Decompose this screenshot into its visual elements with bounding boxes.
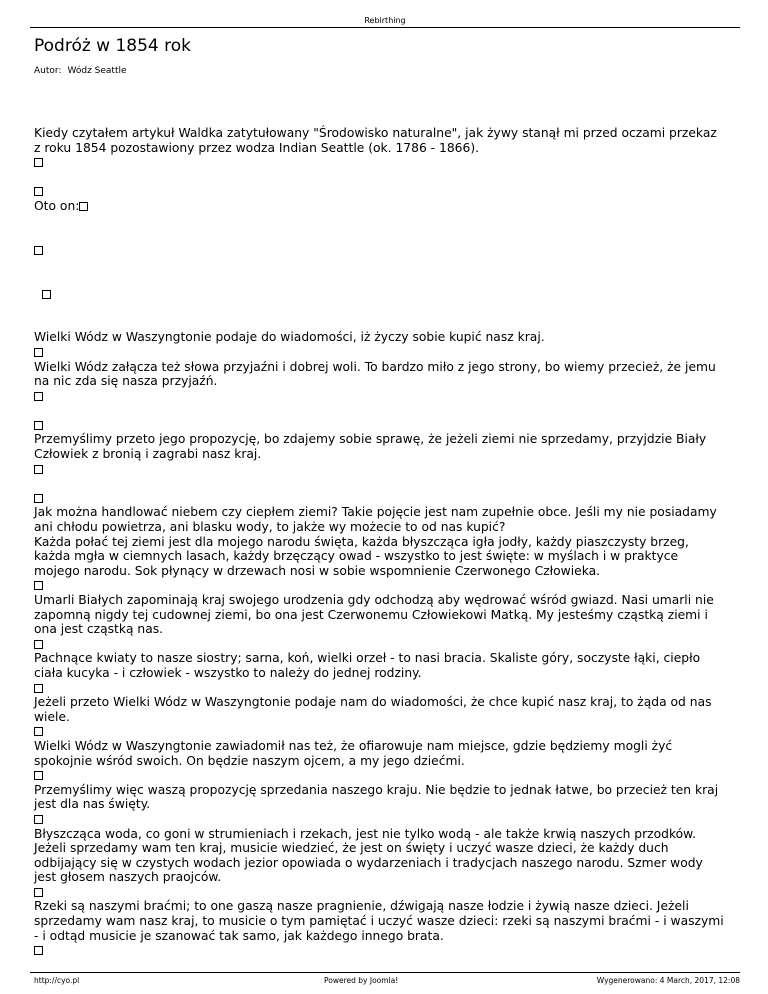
missing-glyph-box [34,771,43,780]
missing-glyph-box [34,815,43,824]
header-divider [30,27,740,28]
missing-glyph-box [34,187,43,196]
missing-glyph-box [34,392,43,401]
paragraph-9: Wielki Wódz w Waszyngtonie zawiadomił nas też, że ofiarowuje nam miejsce, gdzie będziemy mogli żyć spokojnie wśród swoich. On będzie naszym ojcem, a my jego dziećmi. [34,738,673,768]
author-line [34,66,127,77]
paragraph-7: Pachnące kwiaty to nasze siostry; sarna, koń, wielki orzeł - to nasi bracia. Skaliste góry, soczyste łąki, ciepło ciała kucyka - i człowiek - wszystko to należy do jednej rodziny. [34,651,701,680]
missing-glyph-box [34,888,43,897]
missing-glyph-box [42,290,51,299]
intro-paragraph: Kiedy czytałem artykuł Waldka zatytułowany "Środowisko naturalne", jak żywy stanął mi przed oczami przekaz z roku 1854 pozostawiony przez wodza Indian Seattle (ok. 1786 - 1866). [34,126,717,155]
paragraph-1: Wielki Wódz w Waszyngtonie podaje do wiadomości, iż życzy sobie kupić nasz kraj. [34,330,545,345]
missing-glyph-box [34,946,43,955]
missing-glyph-box [34,421,43,430]
paragraph-8: Jeżeli przeto Wielki Wódz w Waszyngtonie podaje nam do wiadomości, że chce kupić nasz kraj, to żąda od nas wiele. [34,695,712,724]
missing-glyph-box [34,158,43,167]
footer-powered-by: Powered by Joomla! [324,976,399,985]
paragraph-3: Przemyślimy przeto jego propozycję, bo zdajemy sobie sprawę, że jeżeli ziemi nie sprzedamy, przyjdzie Biały Człowiek z bronią i zagrabi nasz kraj. [34,432,707,462]
paragraph-6: Umarli Białych zapominają kraj swojego urodzenia gdy odchodzą aby wędrować wśród gwiazd. Nasi umarli nie zapomną nigdy tej cudownej ziemi, bo ona jest Czerwonemu Człowiekowi Matką. My jesteśmy cząstką ziemi i ona jest cząstką nas. [34,593,714,637]
author-label: Autor: [34,66,62,76]
missing-glyph-box [34,640,43,649]
footer-url: http://cyo.pl [34,976,80,985]
site-header: Rebirthing [364,16,406,25]
paragraph-11: Błyszcząca woda, co goni w strumieniach i rzekach, jest nie tylko wodą - ale także krwią naszych przodków. Jeżeli sprzedamy wam ten kraj, musicie wiedzieć, że jest on święty i uczyć wasze dzieci, że każdy duch odbijający się w czystych wodach jezior opowiada o wydarzeniach i tradycjach naszego narodu. Szmer wody jest głosem naszych praojców. [34,826,703,885]
author-name: Wódz Seattle [67,66,127,76]
missing-glyph-box [34,581,43,590]
missing-glyph-box [34,348,43,357]
missing-glyph-box [34,246,43,255]
paragraph-5: Każda połać tej ziemi jest dla mojego narodu święta, każda błyszcząca igła jodły, każdy piaszczysty brzeg, każda mgła w ciemnych lasach, każdy brzęczący owad - wszystko to jest święte: w myślach i w praktyce mojego narodu. Sok płynący w drzewach nosi w sobie wspomnienie Czerwonego Człowieka. [34,534,689,578]
article-title: Podróż w 1854 rok [34,36,192,56]
paragraph-4: Jak można handlować niebem czy ciepłem ziemi? Takie pojęcie jest nam zupełnie obce. Jeśli my nie posiadamy ani chłodu powietrza, ani blasku wody, to jakże wy możecie to od nas kupić? [34,505,717,535]
missing-glyph-box [34,494,43,503]
footer-generated-date: Wygenerowano: 4 March, 2017, 12:08 [596,976,740,985]
paragraph-12: Rzeki są naszymi braćmi; to one gaszą nasze pragnienie, dźwigają nasze łodzie i żywią nasze dzieci. Jeżeli sprzedamy wam nasz kraj, to musicie o tym pamiętać i uczyć wasze dzieci: rzeki są naszymi braćmi - i waszymi - i odtąd musicie je szanować tak samo, jak każdego innego brata. [34,899,724,943]
oto-on-line: Oto on: [34,199,724,214]
paragraph-10: Przemyślimy więc waszą propozycję sprzedania naszego kraju. Nie będzie to jednak łatwe, bo przecież ten kraj jest dla nas święty. [34,782,719,812]
article-body [34,126,724,958]
missing-glyph-box [34,465,43,474]
missing-glyph-box [79,202,88,211]
missing-glyph-box [34,727,43,736]
paragraph-2: Wielki Wódz załącza też słowa przyjaźni i dobrej woli. To bardzo miło z jego strony, bo wiemy przecież, że jemu na nic zda się nasza przyjaźń. [34,359,716,389]
missing-glyph-box [34,684,43,693]
footer-divider [30,972,740,973]
